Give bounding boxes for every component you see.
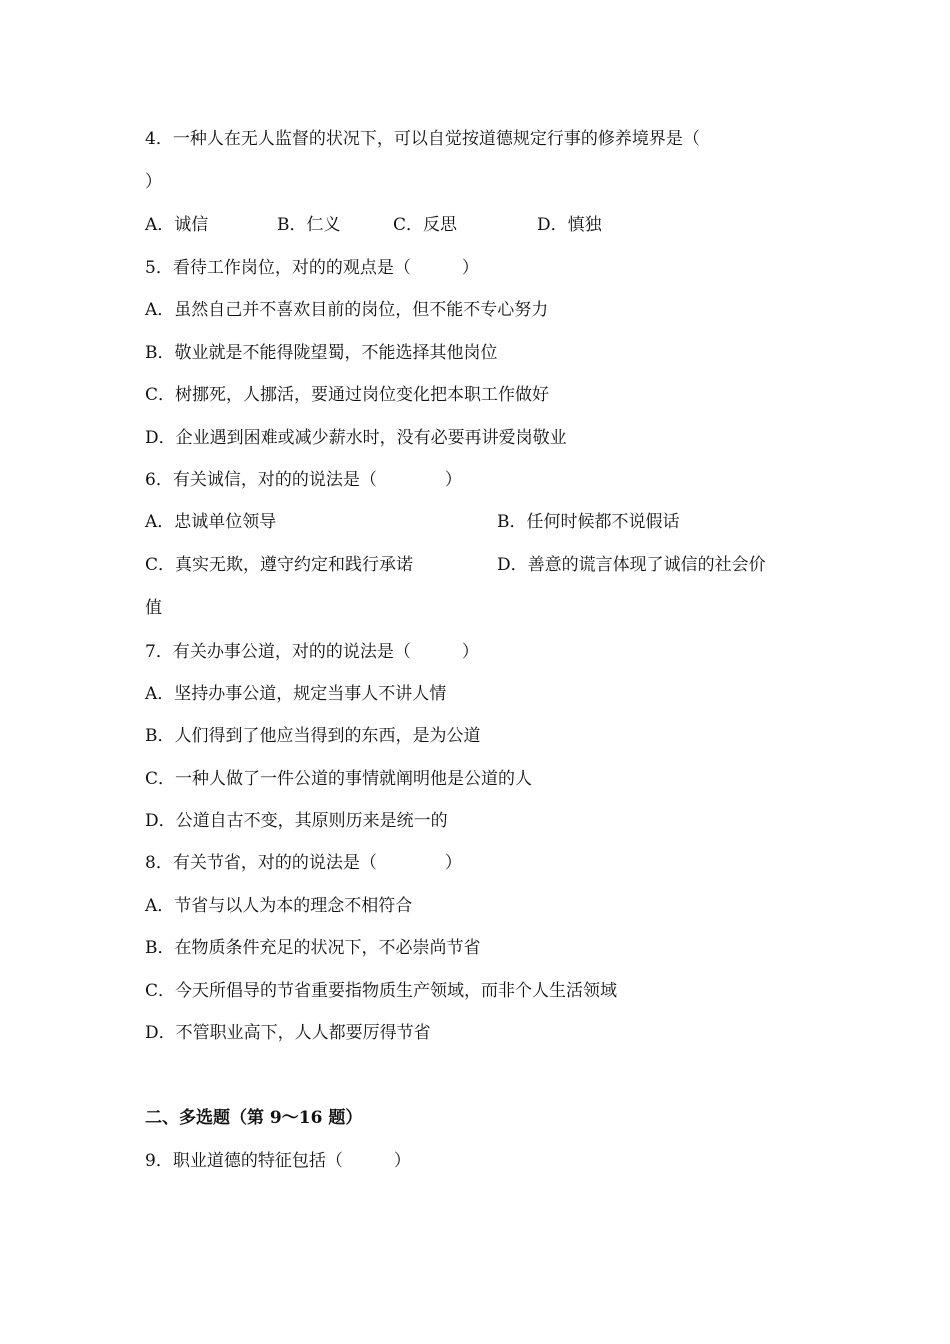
question-8-option-b: B．在物质条件充足的状况下，不必崇尚节省: [145, 938, 481, 958]
question-5-option-c: C．树挪死，人挪活，要通过岗位变化把本职工作做好: [145, 385, 550, 405]
section-2-title: 二、多选题（第 9～16 题）: [145, 1108, 363, 1128]
question-4-option-d: D．慎独: [537, 215, 602, 235]
question-6-stem: 6．有关诚信，对的的说法是（ ）: [145, 470, 462, 490]
question-8-option-d: D．不管职业高下，人人都要厉得节省: [145, 1023, 431, 1043]
question-4-option-c: C．反思: [393, 215, 458, 235]
question-6-option-c: C．真实无欺，遵守约定和践行承诺: [145, 555, 414, 575]
question-8-stem: 8．有关节省，对的的说法是（ ）: [145, 853, 462, 873]
question-5-option-a: A．虽然自己并不喜欢目前的岗位，但不能不专心努力: [145, 300, 549, 320]
question-4-stem: 4．一种人在无人监督的状况下，可以自觉按道德规定行事的修养境界是（: [145, 129, 700, 149]
question-6-option-d: D．善意的谎言体现了诚信的社会价: [497, 555, 766, 575]
question-7-option-b: B．人们得到了他应当得到的东西，是为公道: [145, 726, 481, 746]
question-7-option-c: C．一种人做了一件公道的事情就阐明他是公道的人: [145, 769, 533, 789]
question-4-option-b: B．仁义: [277, 215, 341, 235]
question-7-option-d: D．公道自古不变，其原则历来是统一的: [145, 811, 448, 831]
question-4-option-a: A．诚信: [145, 215, 209, 235]
question-7-stem: 7．有关办事公道，对的的说法是（ ）: [145, 642, 479, 662]
question-7-option-a: A．坚持办事公道，规定当事人不讲人情: [145, 684, 447, 704]
question-9-stem: 9．职业道德的特征包括（ ）: [145, 1151, 411, 1171]
question-6-option-d-continued: 值: [145, 598, 162, 618]
question-5-option-d: D．企业遇到困难或减少薪水时，没有必要再讲爱岗敬业: [145, 428, 567, 448]
question-6-option-b: B．任何时候都不说假话: [497, 512, 680, 532]
question-6-option-a: A．忠诚单位领导: [145, 512, 277, 532]
question-8-option-c: C．今天所倡导的节省重要指物质生产领域，而非个人生活领域: [145, 981, 618, 1001]
question-8-option-a: A．节省与以人为本的理念不相符合: [145, 896, 413, 916]
question-5-option-b: B．敬业就是不能得陇望蜀，不能选择其他岗位: [145, 343, 498, 363]
question-5-stem: 5．看待工作岗位，对的的观点是（ ）: [145, 258, 479, 278]
question-4-stem-end: ）: [145, 172, 162, 192]
